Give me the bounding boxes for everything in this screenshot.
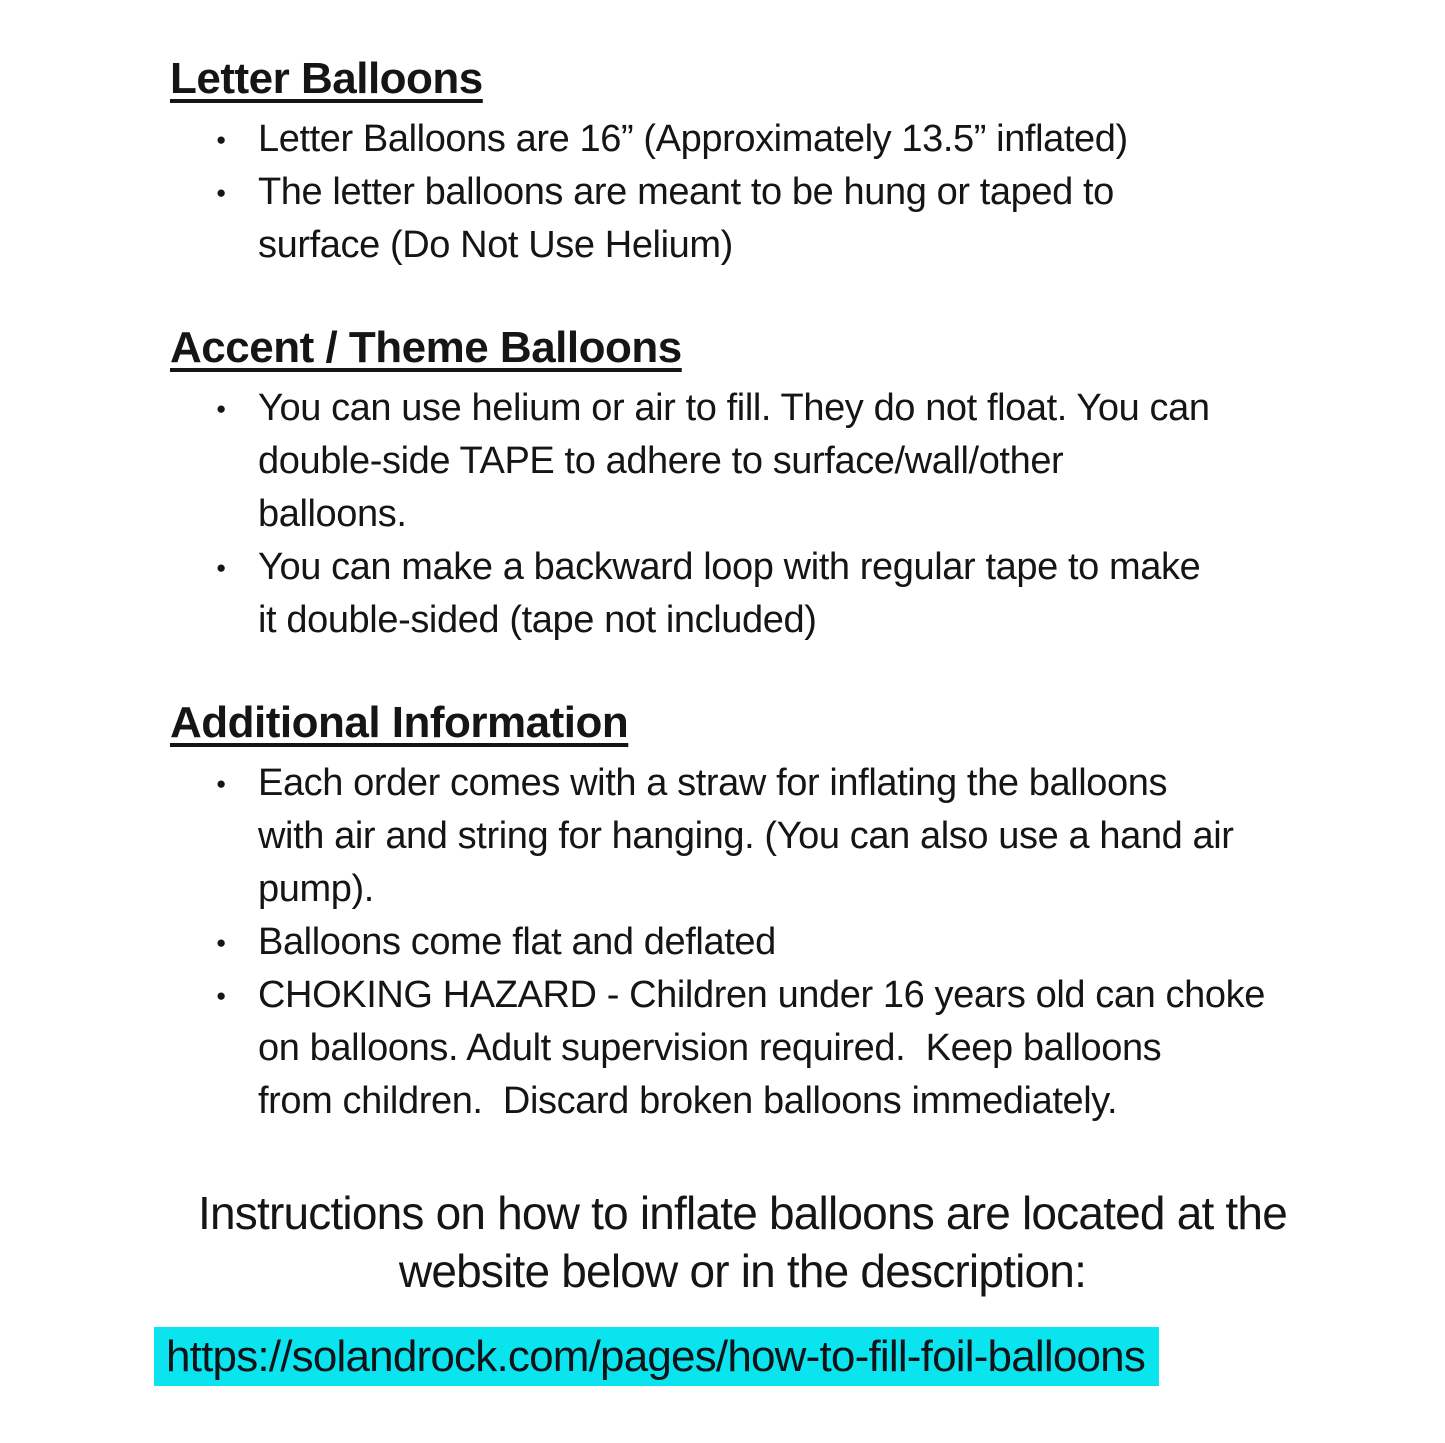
list-item	[170, 382, 1315, 541]
list-item	[170, 969, 1315, 1128]
bullet-text	[258, 113, 1128, 166]
bullet-line: Each order comes with a straw for inflating the balloons	[258, 762, 1168, 804]
bullet-text	[258, 757, 1234, 916]
list-item	[170, 757, 1315, 916]
bullet-text	[258, 166, 1114, 272]
document-body	[170, 52, 1315, 1128]
list-item	[170, 113, 1315, 166]
section-heading: Letter Balloons	[170, 54, 483, 103]
footer-note-line: Instructions on how to inflate balloons are located at the	[198, 1187, 1287, 1239]
bullet-text	[258, 916, 776, 969]
bullet-line: pump).	[258, 868, 374, 910]
bullet-icon: ●	[216, 933, 226, 952]
website-link[interactable]: https://solandrock.com/pages/how-to-fill-foil-balloons	[154, 1327, 1159, 1386]
list-item	[170, 916, 1315, 969]
bullet-text	[258, 969, 1265, 1128]
bullet-line: You can make a backward loop with regular tape to make	[258, 546, 1201, 588]
bullet-line: with air and string for hanging. (You can also use a hand air	[258, 815, 1234, 857]
bullet-list	[170, 757, 1315, 1128]
bullet-text	[258, 382, 1210, 541]
bullet-icon: ●	[216, 183, 226, 202]
footer-note-line: website below or in the description:	[398, 1245, 1087, 1297]
doc-section	[170, 321, 1315, 647]
bullet-line: Balloons come flat and deflated	[258, 921, 776, 963]
bullet-line: balloons.	[258, 493, 407, 535]
list-item	[170, 541, 1315, 647]
bullet-list	[170, 382, 1315, 647]
section-heading: Additional Information	[170, 698, 629, 747]
doc-section	[170, 696, 1315, 1128]
bullet-line: on balloons. Adult supervision required. Keep balloons	[258, 1027, 1162, 1069]
doc-section	[170, 52, 1315, 272]
bullet-line: You can use helium or air to fill. They do not float. You can	[258, 387, 1210, 429]
bullet-text	[258, 541, 1200, 647]
link-row	[154, 1327, 1315, 1386]
list-item	[170, 166, 1315, 272]
footer-note	[170, 1184, 1315, 1300]
bullet-line: The letter balloons are meant to be hung or taped to	[258, 171, 1114, 213]
bullet-icon: ●	[216, 986, 226, 1005]
bullet-line: CHOKING HAZARD - Children under 16 years old can choke	[258, 974, 1265, 1016]
bullet-line: Letter Balloons are 16” (Approximately 13.5” inflated)	[258, 118, 1128, 160]
bullet-line: from children. Discard broken balloons immediately.	[258, 1080, 1118, 1122]
bullet-icon: ●	[216, 399, 226, 418]
bullet-line: double-side TAPE to adhere to surface/wall/other	[258, 440, 1064, 482]
bullet-line: it double-sided (tape not included)	[258, 599, 817, 641]
bullet-icon: ●	[216, 130, 226, 149]
section-heading: Accent / Theme Balloons	[170, 323, 682, 372]
bullet-icon: ●	[216, 558, 226, 577]
bullet-icon: ●	[216, 774, 226, 793]
bullet-list	[170, 113, 1315, 272]
bullet-line: surface (Do Not Use Helium)	[258, 224, 733, 266]
